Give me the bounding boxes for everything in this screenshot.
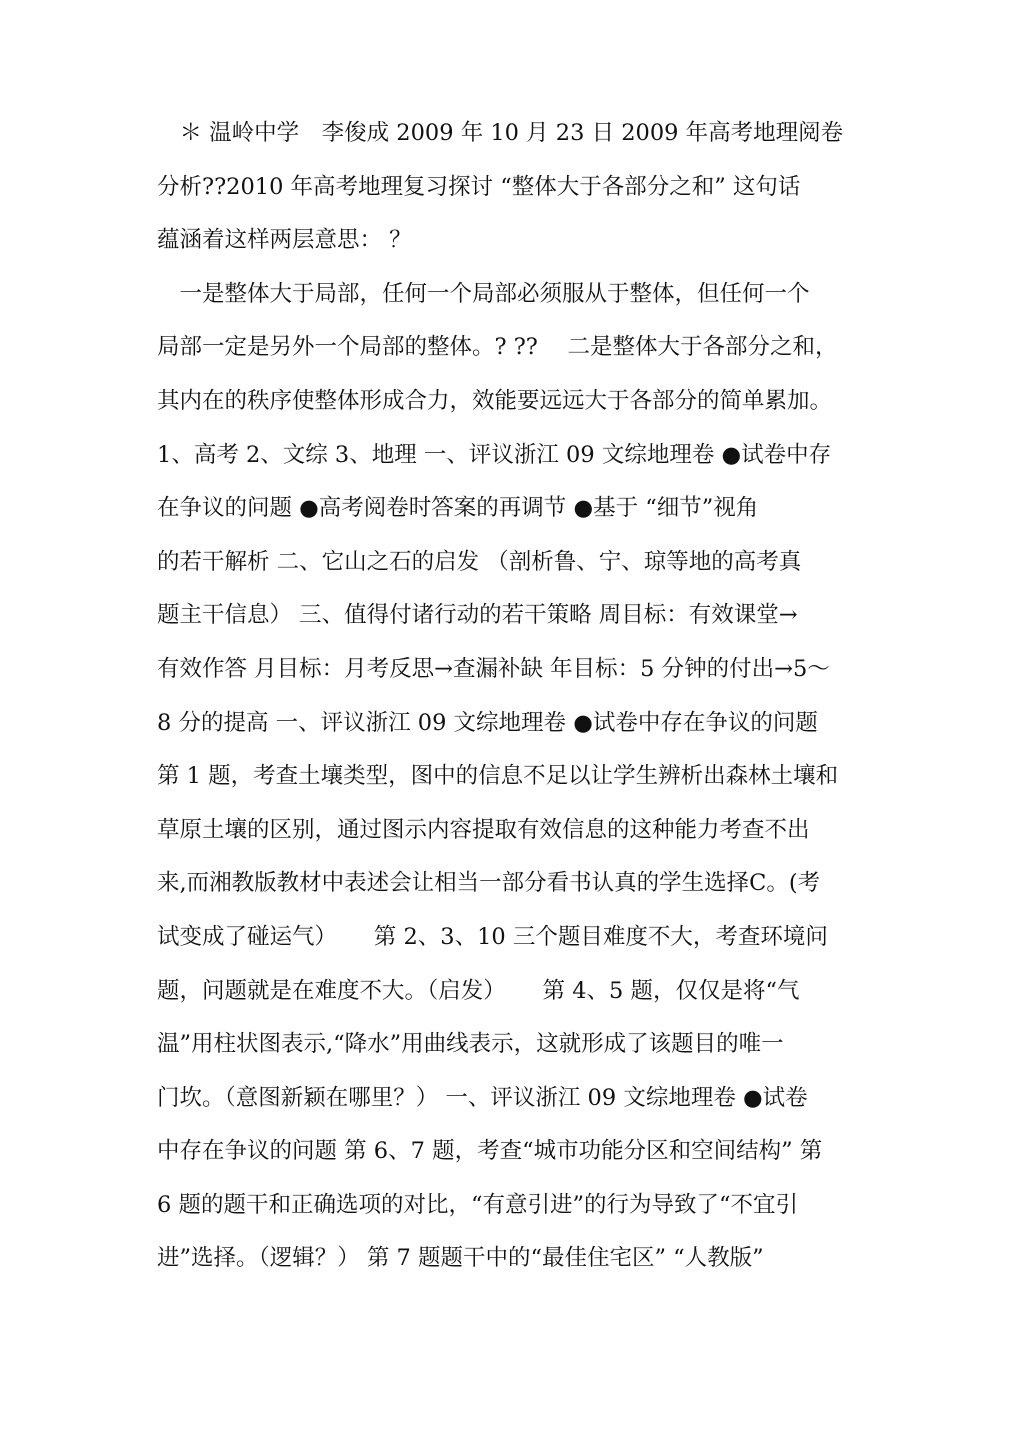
text-line: 有效作答 月目标：月考反思→查漏补缺 年目标：5 分钟的付出→5～ [157, 655, 830, 682]
text-line: 门坎。（意图新颖在哪里？） 一、评议浙江 09 文综地理卷 ●试卷 [157, 1084, 808, 1111]
text-line: 其内在的秩序使整体形成合力，效能要远远大于各部分的简单累加。 [157, 387, 833, 414]
text-line: 第 1 题，考查土壤类型，图中的信息不足以让学生辨析出森林土壤和 [157, 763, 839, 790]
text-line: 1、高考 2、文综 3、地理 一、评议浙江 09 文综地理卷 ●试卷中存 [157, 441, 832, 468]
text-line: 分析??2010 年高考地理复习探讨 “整体大于各部分之和” 这句话 [157, 173, 801, 200]
text-line: 蕴涵着这样两层意思： ？ [157, 227, 412, 254]
text-line: 的若干解析 二、它山之石的启发 （剖析鲁、宁、琼等地的高考真 [157, 548, 802, 575]
text-line: 局部一定是另外一个局部的整体。? ?? 二是整体大于各部分之和， [157, 334, 838, 361]
text-line: 题主干信息） 三、值得付诸行动的若干策略 周目标：有效课堂→ [157, 602, 798, 629]
text-line: 中存在争议的问题 第 6、7 题，考查“城市功能分区和空间结构” 第 [157, 1138, 823, 1165]
text-line: 8 分的提高 一、评议浙江 09 文综地理卷 ●试卷中存在争议的问题 [157, 709, 818, 736]
text-line: 来,而湘教版教材中表述会让相当一部分看书认真的学生选择C。(考 [157, 870, 821, 897]
text-line: 一是整体大于局部，任何一个局部必须服从于整体，但任何一个 [157, 280, 810, 307]
text-line: 进”选择。（逻辑？） 第 7 题题干中的“最佳住宅区” “人教版” [157, 1245, 764, 1272]
text-line: 6 题的题干和正确选项的对比，“有意引进”的行为导致了“不宜引 [157, 1191, 798, 1218]
text-line: 温”用柱状图表示,“降水”用曲线表示，这就形成了该题目的唯一 [157, 1031, 784, 1058]
text-line: 在争议的问题 ●高考阅卷时答案的再调节 ●基于 “细节”视角 [157, 495, 759, 522]
text-line: ＊ 温岭中学 李俊成 2009 年 10 月 23 日 2009 年高考地理阅卷 [157, 120, 844, 146]
text-line: 试变成了碰运气） 第 2、3、10 三个题目难度不大，考查环境问 [157, 923, 828, 950]
document-body [157, 107, 877, 1286]
text-line: 题，问题就是在难度不大。（启发） 第 4、5 题，仅仅是将“气 [157, 977, 800, 1004]
text-line: 草原土壤的区别，通过图示内容提取有效信息的这种能力考查不出 [157, 816, 810, 843]
